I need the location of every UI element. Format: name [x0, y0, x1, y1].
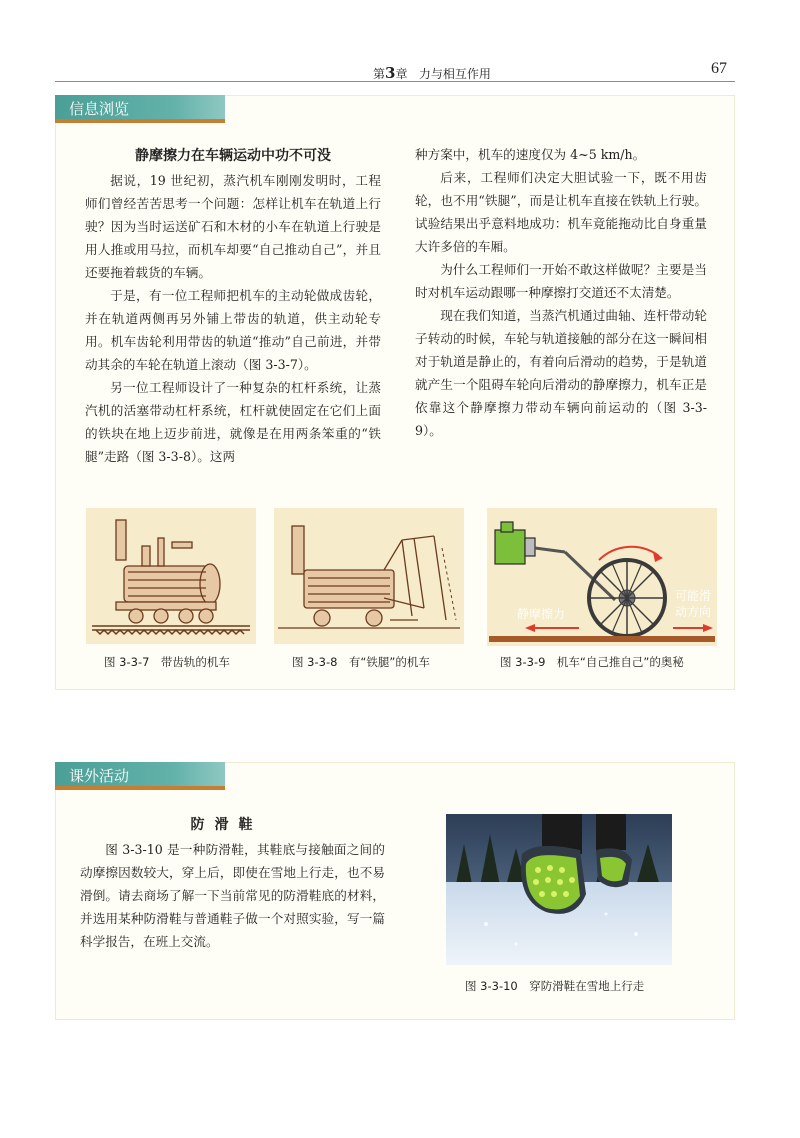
slide-direction-label-2: 动方向 [675, 605, 712, 619]
static-friction-label: 静摩擦力 [517, 607, 566, 621]
paragraph: 为什么工程师们一开始不敢这样做呢？主要是当时对机车运动跟哪一种摩擦打交道还不太清楚。 [415, 262, 707, 300]
photo-anti-slip-shoe [446, 814, 672, 965]
figure-legged-locomotive [274, 508, 464, 644]
figure-caption: 图 3-3-10 穿防滑鞋在雪地上行走 [465, 979, 645, 993]
paragraph: 据说，19 世纪初，蒸汽机车刚刚发明时，工程师们曾经苦苦思考一个问题：怎样让机车在轨道上行驶？因为当时运送矿石和木材的小车在轨道上行驶是用人推或用马拉，而机车却要“自己推动自己”，并且还要拖着载货的车辆。 [85, 173, 381, 280]
figure-static-friction [487, 508, 717, 646]
article-column-left [85, 143, 381, 468]
paragraph: 另一位工程师设计了一种复杂的杠杆系统，让蒸汽机的活塞带动杠杆系统，杠杆就使固定在它们上面的铁块在地上迈步前进，就像是在用两条笨重的“铁腿”走路（图 3-3-8）。这两 [85, 380, 381, 464]
figure-caption: 图 3-3-9 机车“自己推自己”的奥秘 [500, 655, 684, 669]
header-rule [55, 81, 735, 82]
page-number: 67 [711, 60, 727, 77]
paragraph: 图 3-3-10 是一种防滑鞋，其鞋底与接触面之间的动摩擦因数较大，穿上后，即使在雪地上行走，也不易滑倒。请去商场了解一下当前常见的防滑鞋底的材料，并选用某种防滑鞋与普通鞋子做一个对照实验，写一篇科学报告，在班上交流。 [80, 842, 385, 949]
section-tab-info: 信息浏览 [55, 95, 225, 123]
chapter-label: 第3章 力与相互作用 [373, 64, 491, 82]
paragraph: 后来，工程师们决定大胆试验一下，既不用齿轮，也不用“铁腿”，而是让机车直接在铁轨上行驶。试验结果出乎意料地成功：机车竟能拖动比自身重量大许多倍的车厢。 [415, 170, 707, 254]
paragraph-continued: 种方案中，机车的速度仅为 4~5 km/h。 [415, 147, 646, 162]
figure-rack-locomotive [86, 508, 256, 644]
article-title: 静摩擦力在车辆运动中功不可没 [135, 148, 331, 164]
chapter-title: 力与相互作用 [418, 67, 491, 81]
page-header [55, 60, 735, 84]
activity-column [80, 812, 385, 953]
figure-caption: 图 3-3-7 带齿轨的机车 [104, 655, 230, 669]
section-tab-activity: 课外活动 [55, 762, 225, 790]
activity-title: 防滑鞋 [190, 817, 263, 833]
paragraph: 于是，有一位工程师把机车的主动轮做成齿轮，并在轨道两侧再另外铺上带齿的轨道，供主动轮专用。机车齿轮利用带齿的轨道“推动”自己前进，并带动其余的车轮在轨道上滚动（图 3-3-7）。 [85, 288, 381, 372]
slide-direction-label-1: 可能滑 [675, 589, 712, 603]
figure-caption: 图 3-3-8 有“铁腿”的机车 [292, 655, 430, 669]
article-column-right [415, 143, 707, 442]
paragraph: 现在我们知道，当蒸汽机通过曲轴、连杆带动轮子转动的时候，车轮与轨道接触的部分在这一瞬间相对于轨道是静止的，有着向后滑动的趋势，于是轨道就产生一个阻碍车轮向后滑动的静摩擦力，机车正是依靠这个静摩擦力带动车辆向前运动的（图 3-3-9）。 [415, 308, 707, 438]
